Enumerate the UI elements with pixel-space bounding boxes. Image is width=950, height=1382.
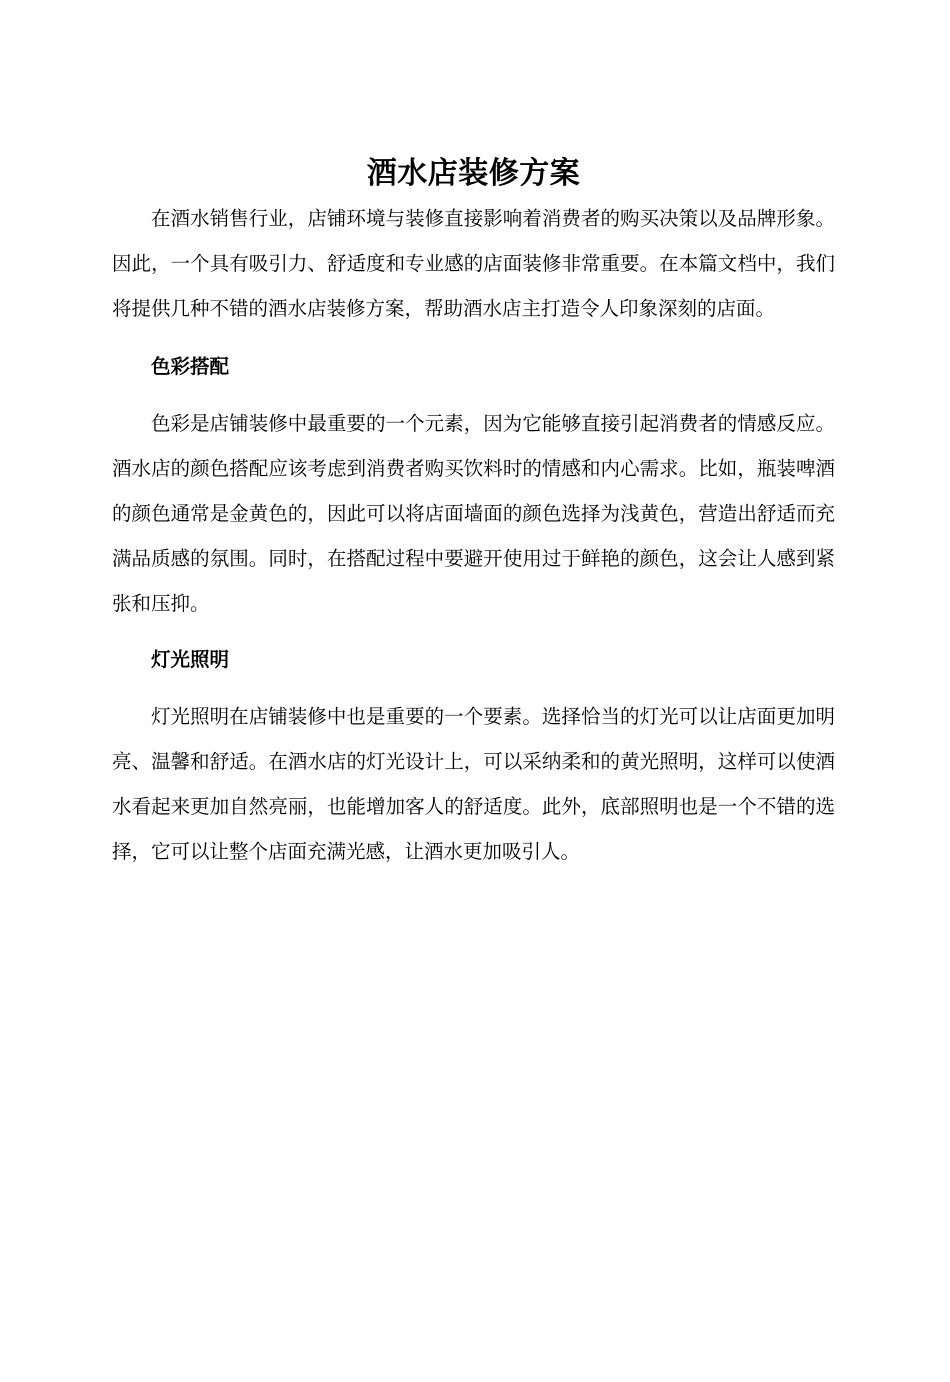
document-title: 酒水店装修方案 — [366, 156, 581, 191]
section-heading-lighting: 灯光照明 — [151, 648, 230, 671]
section-body-color: 色彩是店铺装修中最重要的一个元素，因为它能够直接引起消费者的情感反应。酒水店的颜色搭配应该考虑到消费者购买饮料时的情感和内心需求。比如，瓶装啤酒的颜色通常是金黄色的，因此可以将店面墙面的颜色选择为浅黄色，营造出舒适而充满品质感的氛围。同时，在搭配过程中要避开使用过于鲜艳的颜色，这会让人感到紧张和压抑。 — [112, 412, 835, 615]
section-heading-color: 色彩搭配 — [151, 355, 230, 378]
section-body-lighting: 灯光照明在店铺装修中也是重要的一个要素。选择恰当的灯光可以让店面更加明亮、温馨和舒适。在酒水店的灯光设计上，可以采纳柔和的黄光照明，这样可以使酒水看起来更加自然亮丽，也能增加客人的舒适度。此外，底部照明也是一个不错的选择，它可以让整个店面充满光感，让酒水更加吸引人。 — [112, 705, 835, 863]
intro-paragraph: 在酒水销售行业，店铺环境与装修直接影响着消费者的购买决策以及品牌形象。因此，一个具有吸引力、舒适度和专业感的店面装修非常重要。在本篇文档中，我们将提供几种不错的酒水店装修方案，帮助酒水店主打造令人印象深刻的店面。 — [112, 207, 835, 320]
document-page — [0, 152, 950, 1382]
